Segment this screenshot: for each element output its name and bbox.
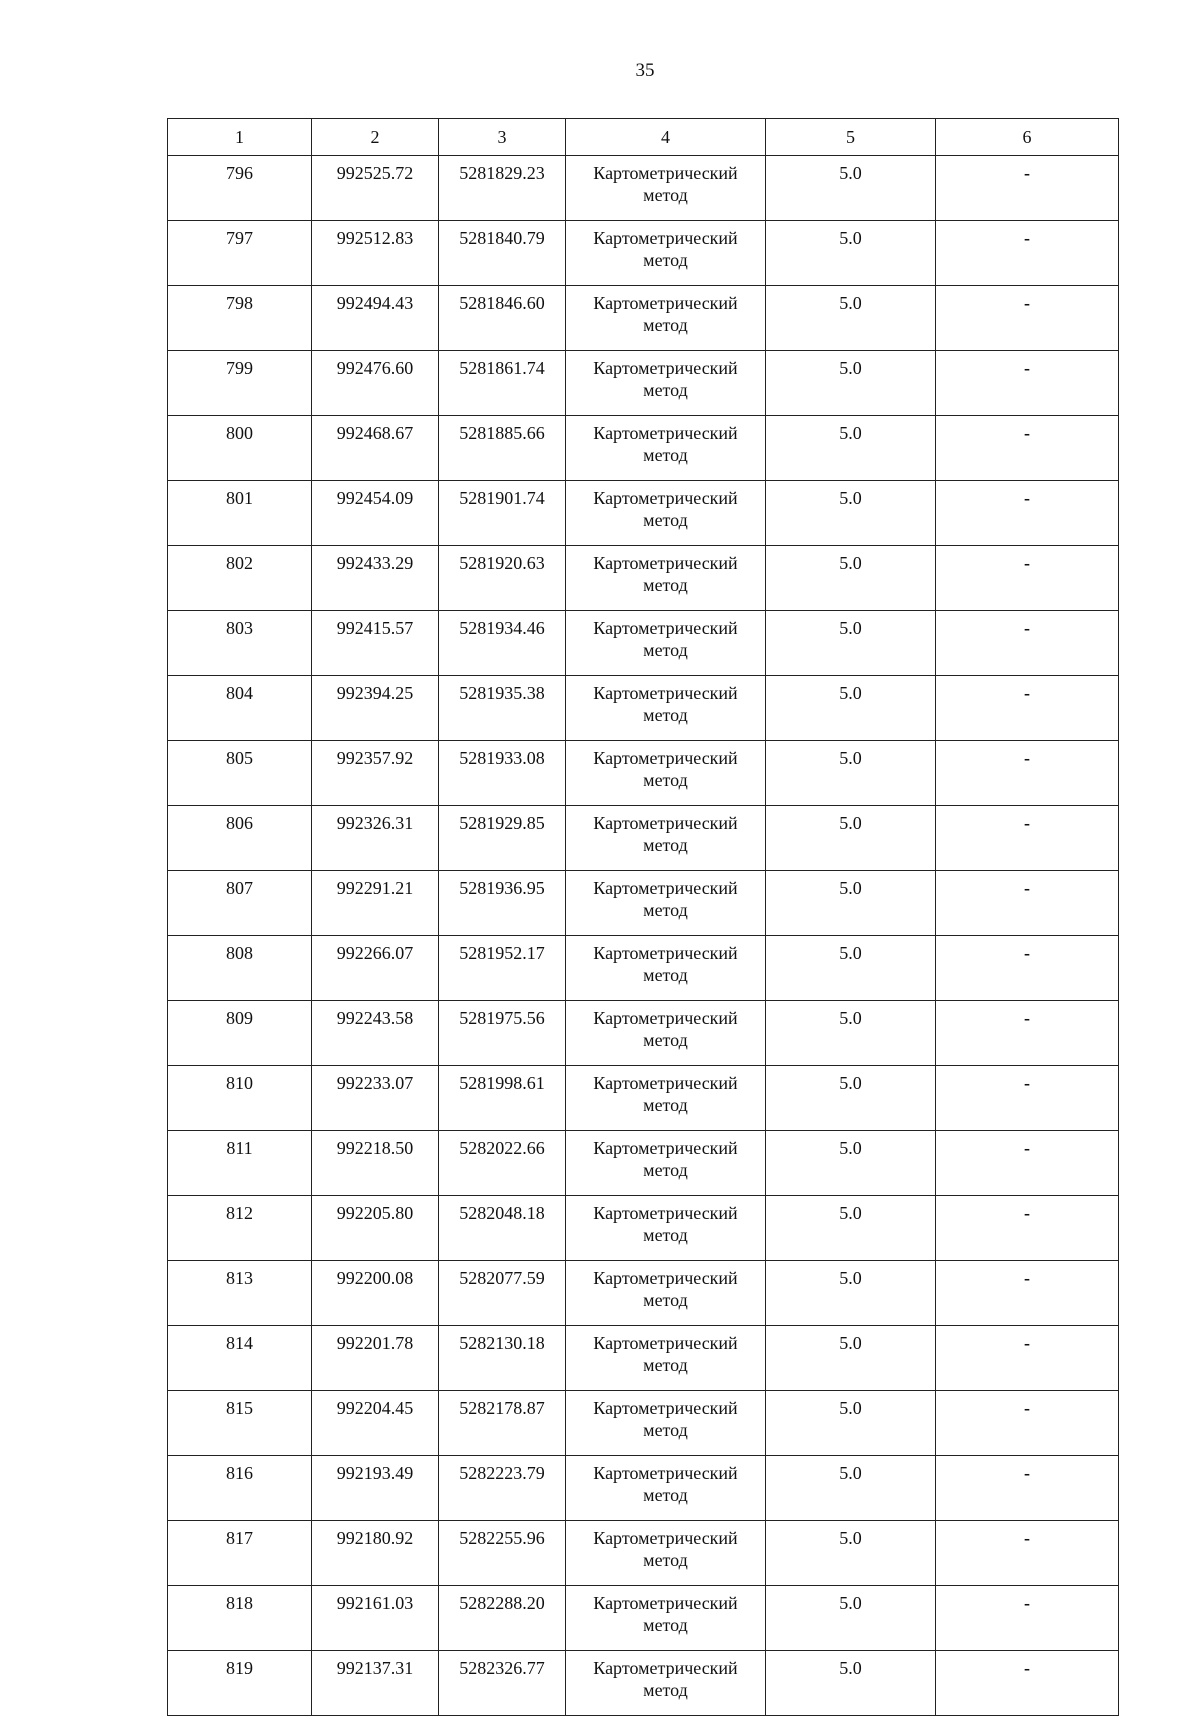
table-row: [168, 546, 1119, 611]
x-coordinate-cell: 992137.31: [312, 1651, 439, 1716]
point-number-cell: 817: [168, 1521, 312, 1586]
y-coordinate-cell: 5281933.08: [439, 741, 566, 806]
table-row: [168, 611, 1119, 676]
accuracy-cell: 5.0: [766, 416, 936, 481]
table-row: [168, 1456, 1119, 1521]
x-coordinate-cell: 992525.72: [312, 156, 439, 221]
table-row: [168, 676, 1119, 741]
accuracy-cell: 5.0: [766, 871, 936, 936]
method-cell: Картометрический метод: [566, 1131, 766, 1196]
y-coordinate-cell: 5281935.38: [439, 676, 566, 741]
x-coordinate-cell: 992243.58: [312, 1001, 439, 1066]
table-row: [168, 871, 1119, 936]
note-cell: -: [936, 351, 1119, 416]
x-coordinate-cell: 992415.57: [312, 611, 439, 676]
x-coordinate-cell: 992468.67: [312, 416, 439, 481]
table-row: [168, 286, 1119, 351]
x-coordinate-cell: 992193.49: [312, 1456, 439, 1521]
y-coordinate-cell: 5281840.79: [439, 221, 566, 286]
point-number-cell: 818: [168, 1586, 312, 1651]
y-coordinate-cell: 5281861.74: [439, 351, 566, 416]
point-number-cell: 815: [168, 1391, 312, 1456]
table-row: [168, 1391, 1119, 1456]
accuracy-cell: 5.0: [766, 1326, 936, 1391]
accuracy-cell: 5.0: [766, 221, 936, 286]
accuracy-cell: 5.0: [766, 481, 936, 546]
table-row: [168, 1131, 1119, 1196]
x-coordinate-cell: 992433.29: [312, 546, 439, 611]
table-header-row: [168, 119, 1119, 156]
x-coordinate-cell: 992161.03: [312, 1586, 439, 1651]
accuracy-cell: 5.0: [766, 611, 936, 676]
column-header-6: 6: [936, 119, 1119, 156]
method-cell: Картометрический метод: [566, 221, 766, 286]
table-row: [168, 1001, 1119, 1066]
table-row: [168, 936, 1119, 1001]
point-number-cell: 805: [168, 741, 312, 806]
y-coordinate-cell: 5281885.66: [439, 416, 566, 481]
point-number-cell: 798: [168, 286, 312, 351]
note-cell: -: [936, 1326, 1119, 1391]
method-cell: Картометрический метод: [566, 1196, 766, 1261]
x-coordinate-cell: 992180.92: [312, 1521, 439, 1586]
note-cell: -: [936, 481, 1119, 546]
method-cell: Картометрический метод: [566, 741, 766, 806]
table-row: [168, 1196, 1119, 1261]
y-coordinate-cell: 5282223.79: [439, 1456, 566, 1521]
x-coordinate-cell: 992326.31: [312, 806, 439, 871]
note-cell: -: [936, 936, 1119, 1001]
method-cell: Картометрический метод: [566, 936, 766, 1001]
table-row: [168, 1586, 1119, 1651]
x-coordinate-cell: 992291.21: [312, 871, 439, 936]
point-number-cell: 816: [168, 1456, 312, 1521]
note-cell: -: [936, 1651, 1119, 1716]
method-cell: Картометрический метод: [566, 871, 766, 936]
method-cell: Картометрический метод: [566, 1586, 766, 1651]
point-number-cell: 807: [168, 871, 312, 936]
method-cell: Картометрический метод: [566, 1001, 766, 1066]
point-number-cell: 803: [168, 611, 312, 676]
table-row: [168, 416, 1119, 481]
method-cell: Картометрический метод: [566, 351, 766, 416]
x-coordinate-cell: 992394.25: [312, 676, 439, 741]
method-cell: Картометрический метод: [566, 611, 766, 676]
x-coordinate-cell: 992201.78: [312, 1326, 439, 1391]
method-cell: Картометрический метод: [566, 1326, 766, 1391]
y-coordinate-cell: 5281929.85: [439, 806, 566, 871]
method-cell: Картометрический метод: [566, 1066, 766, 1131]
y-coordinate-cell: 5281934.46: [439, 611, 566, 676]
column-header-3: 3: [439, 119, 566, 156]
table-row: [168, 1066, 1119, 1131]
accuracy-cell: 5.0: [766, 351, 936, 416]
y-coordinate-cell: 5281998.61: [439, 1066, 566, 1131]
y-coordinate-cell: 5281975.56: [439, 1001, 566, 1066]
note-cell: -: [936, 1456, 1119, 1521]
note-cell: -: [936, 1066, 1119, 1131]
accuracy-cell: 5.0: [766, 1196, 936, 1261]
method-cell: Картометрический метод: [566, 546, 766, 611]
x-coordinate-cell: 992266.07: [312, 936, 439, 1001]
y-coordinate-cell: 5282255.96: [439, 1521, 566, 1586]
coordinates-table: [167, 118, 1119, 1716]
method-cell: Картометрический метод: [566, 286, 766, 351]
accuracy-cell: 5.0: [766, 1456, 936, 1521]
x-coordinate-cell: 992200.08: [312, 1261, 439, 1326]
accuracy-cell: 5.0: [766, 1131, 936, 1196]
accuracy-cell: 5.0: [766, 676, 936, 741]
y-coordinate-cell: 5282288.20: [439, 1586, 566, 1651]
note-cell: -: [936, 611, 1119, 676]
note-cell: -: [936, 871, 1119, 936]
note-cell: -: [936, 286, 1119, 351]
page-number: 35: [635, 60, 655, 81]
point-number-cell: 812: [168, 1196, 312, 1261]
point-number-cell: 814: [168, 1326, 312, 1391]
accuracy-cell: 5.0: [766, 1521, 936, 1586]
table-body: [168, 156, 1119, 1716]
x-coordinate-cell: 992494.43: [312, 286, 439, 351]
method-cell: Картометрический метод: [566, 156, 766, 221]
y-coordinate-cell: 5281936.95: [439, 871, 566, 936]
note-cell: -: [936, 676, 1119, 741]
x-coordinate-cell: 992205.80: [312, 1196, 439, 1261]
column-header-5: 5: [766, 119, 936, 156]
column-header-2: 2: [312, 119, 439, 156]
x-coordinate-cell: 992218.50: [312, 1131, 439, 1196]
y-coordinate-cell: 5281952.17: [439, 936, 566, 1001]
accuracy-cell: 5.0: [766, 286, 936, 351]
y-coordinate-cell: 5281829.23: [439, 156, 566, 221]
column-header-1: 1: [168, 119, 312, 156]
note-cell: -: [936, 1001, 1119, 1066]
method-cell: Картометрический метод: [566, 1521, 766, 1586]
y-coordinate-cell: 5282326.77: [439, 1651, 566, 1716]
table-row: [168, 156, 1119, 221]
note-cell: -: [936, 1261, 1119, 1326]
point-number-cell: 799: [168, 351, 312, 416]
note-cell: -: [936, 1196, 1119, 1261]
accuracy-cell: 5.0: [766, 156, 936, 221]
accuracy-cell: 5.0: [766, 936, 936, 1001]
note-cell: -: [936, 1131, 1119, 1196]
note-cell: -: [936, 221, 1119, 286]
x-coordinate-cell: 992512.83: [312, 221, 439, 286]
note-cell: -: [936, 546, 1119, 611]
method-cell: Картометрический метод: [566, 1391, 766, 1456]
note-cell: -: [936, 1586, 1119, 1651]
accuracy-cell: 5.0: [766, 1391, 936, 1456]
x-coordinate-cell: 992476.60: [312, 351, 439, 416]
table-row: [168, 1261, 1119, 1326]
table-row: [168, 1521, 1119, 1586]
x-coordinate-cell: 992454.09: [312, 481, 439, 546]
note-cell: -: [936, 741, 1119, 806]
accuracy-cell: 5.0: [766, 1261, 936, 1326]
point-number-cell: 813: [168, 1261, 312, 1326]
accuracy-cell: 5.0: [766, 741, 936, 806]
point-number-cell: 809: [168, 1001, 312, 1066]
y-coordinate-cell: 5282178.87: [439, 1391, 566, 1456]
accuracy-cell: 5.0: [766, 1066, 936, 1131]
method-cell: Картометрический метод: [566, 1651, 766, 1716]
point-number-cell: 810: [168, 1066, 312, 1131]
point-number-cell: 806: [168, 806, 312, 871]
accuracy-cell: 5.0: [766, 1586, 936, 1651]
note-cell: -: [936, 1521, 1119, 1586]
table-row: [168, 806, 1119, 871]
accuracy-cell: 5.0: [766, 1651, 936, 1716]
note-cell: -: [936, 416, 1119, 481]
y-coordinate-cell: 5282048.18: [439, 1196, 566, 1261]
y-coordinate-cell: 5282022.66: [439, 1131, 566, 1196]
method-cell: Картометрический метод: [566, 481, 766, 546]
method-cell: Картометрический метод: [566, 676, 766, 741]
accuracy-cell: 5.0: [766, 546, 936, 611]
x-coordinate-cell: 992357.92: [312, 741, 439, 806]
y-coordinate-cell: 5281920.63: [439, 546, 566, 611]
y-coordinate-cell: 5282077.59: [439, 1261, 566, 1326]
table-row: [168, 1651, 1119, 1716]
table-row: [168, 351, 1119, 416]
accuracy-cell: 5.0: [766, 1001, 936, 1066]
table-row: [168, 481, 1119, 546]
point-number-cell: 804: [168, 676, 312, 741]
note-cell: -: [936, 1391, 1119, 1456]
method-cell: Картометрический метод: [566, 416, 766, 481]
point-number-cell: 796: [168, 156, 312, 221]
table-row: [168, 741, 1119, 806]
point-number-cell: 808: [168, 936, 312, 1001]
x-coordinate-cell: 992233.07: [312, 1066, 439, 1131]
column-header-4: 4: [566, 119, 766, 156]
point-number-cell: 811: [168, 1131, 312, 1196]
y-coordinate-cell: 5281846.60: [439, 286, 566, 351]
x-coordinate-cell: 992204.45: [312, 1391, 439, 1456]
point-number-cell: 800: [168, 416, 312, 481]
method-cell: Картометрический метод: [566, 1456, 766, 1521]
point-number-cell: 802: [168, 546, 312, 611]
point-number-cell: 797: [168, 221, 312, 286]
accuracy-cell: 5.0: [766, 806, 936, 871]
note-cell: -: [936, 806, 1119, 871]
method-cell: Картометрический метод: [566, 806, 766, 871]
note-cell: -: [936, 156, 1119, 221]
y-coordinate-cell: 5282130.18: [439, 1326, 566, 1391]
table-row: [168, 1326, 1119, 1391]
point-number-cell: 801: [168, 481, 312, 546]
table-row: [168, 221, 1119, 286]
y-coordinate-cell: 5281901.74: [439, 481, 566, 546]
method-cell: Картометрический метод: [566, 1261, 766, 1326]
point-number-cell: 819: [168, 1651, 312, 1716]
